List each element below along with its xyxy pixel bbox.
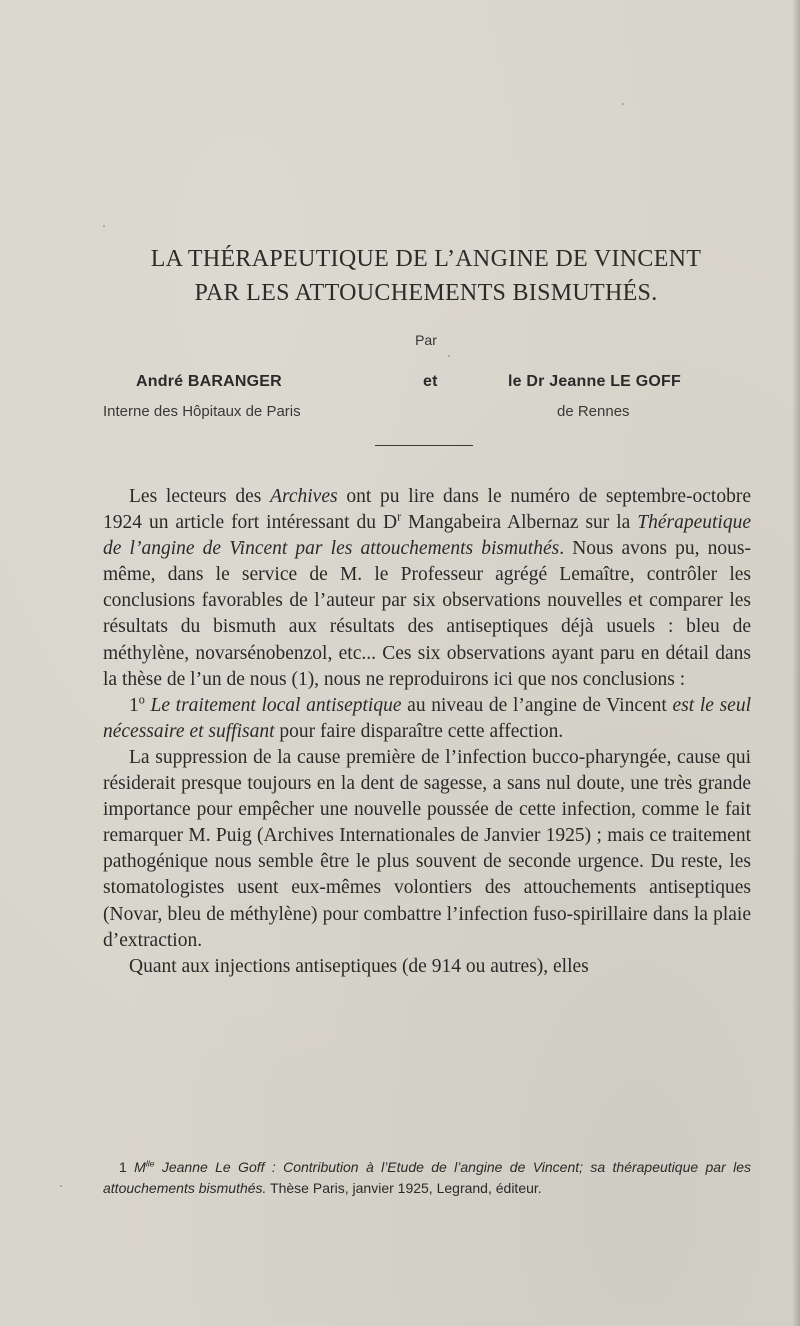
paper-speck: [103, 225, 105, 227]
paper-speck: [60, 1185, 62, 1187]
text-run: au niveau de l’angine de Vincent: [401, 694, 673, 716]
paper-speck: [448, 355, 450, 357]
paragraph: [103, 484, 751, 693]
text-run: Jeanne Le Goff : Contribution à l’Etude de l’angine de Vincent; sa thérapeutique par les attouchements bismuthés.: [103, 1159, 751, 1196]
text-run: M: [134, 1159, 146, 1175]
author-2-affiliation: de Rennes: [557, 403, 630, 420]
footnote-text: [103, 1157, 751, 1199]
paragraph: [103, 693, 751, 745]
title-line-1: LA THÉRAPEUTIQUE DE L’ANGINE DE VINCENT: [150, 246, 702, 272]
text-run: r: [397, 509, 402, 524]
text-run: Les lecteurs des: [129, 486, 271, 507]
text-run: Thérapeutique de l’angine de Vincent par les attouchements bismuthés: [103, 512, 751, 560]
text-run: Quant aux injections antiseptiques (de 914 ou autres), elles: [129, 955, 589, 977]
author-1-affiliation: Interne des Hôpitaux de Paris: [103, 403, 301, 420]
byline-par: Par: [415, 332, 437, 348]
text-run: est le seul nécessaire et suffisant: [103, 694, 751, 742]
text-run: ont pu lire dans le numéro de septembre-octobre 1924 un article fort intéressant du D: [103, 486, 751, 534]
author-2-name: le Dr Jeanne LE GOFF: [508, 373, 681, 390]
text-run: pour faire disparaître cette affection.: [274, 720, 564, 742]
text-run: o: [138, 692, 145, 707]
title-line-2: PAR LES ATTOUCHEMENTS BISMUTHÉS.: [194, 280, 658, 306]
text-run: Le traitement local antiseptique: [150, 694, 402, 716]
text-run: lle: [145, 1158, 155, 1169]
page-edge-shadow: [792, 0, 800, 1326]
text-run: Mangabeira Albernaz sur la: [401, 512, 638, 534]
text-run: Archives: [270, 486, 338, 507]
paragraph: [103, 745, 751, 954]
footnote: [103, 1157, 751, 1199]
author-1-name: André BARANGER: [136, 373, 282, 390]
article-body: [103, 484, 751, 980]
text-run: 1: [119, 1159, 135, 1175]
separator-rule: [375, 445, 473, 446]
paragraph: [103, 954, 751, 980]
text-run: . Nous avons pu, nous-même, dans le service de M. le Professeur agrégé Lemaître, contrôler les conclusions favorables de l’auteur par six observations nouvelles et comparer les résultats du bismuth aux résultats des antiseptiques déjà usuels : bleu de méthylène, novarsénobenzol, etc... Ces six observations ayant paru en détail dans la thèse de l’un de nous (1), nous ne reproduirons ici que nos conclusions :: [103, 538, 751, 690]
text-run: 1: [129, 694, 139, 716]
text-run: Thèse Paris, janvier 1925, Legrand, éditeur.: [266, 1180, 542, 1196]
paper-speck: [622, 103, 624, 105]
text-run: La suppression de la cause première de l’infection bucco-pharyngée, cause qui résiderait presque toujours en la dent de sagesse, a sans nul doute, une très grande importance pour empêcher une nouvelle poussée de cette infection, comme le fait remarquer M. Puig (Archives Internationales de Janvier 1925) ; mais ce traitement pathogénique nous semble être le plus souvent de seconde urgence. Du reste, les stomatologistes usent eux-mêmes volontiers des attouchements antiseptiques (Novar, bleu de méthylène) pour combattre l’infection fuso-spirillaire dans la plaie d’extraction.: [103, 746, 751, 951]
author-conjunction: et: [423, 373, 438, 390]
